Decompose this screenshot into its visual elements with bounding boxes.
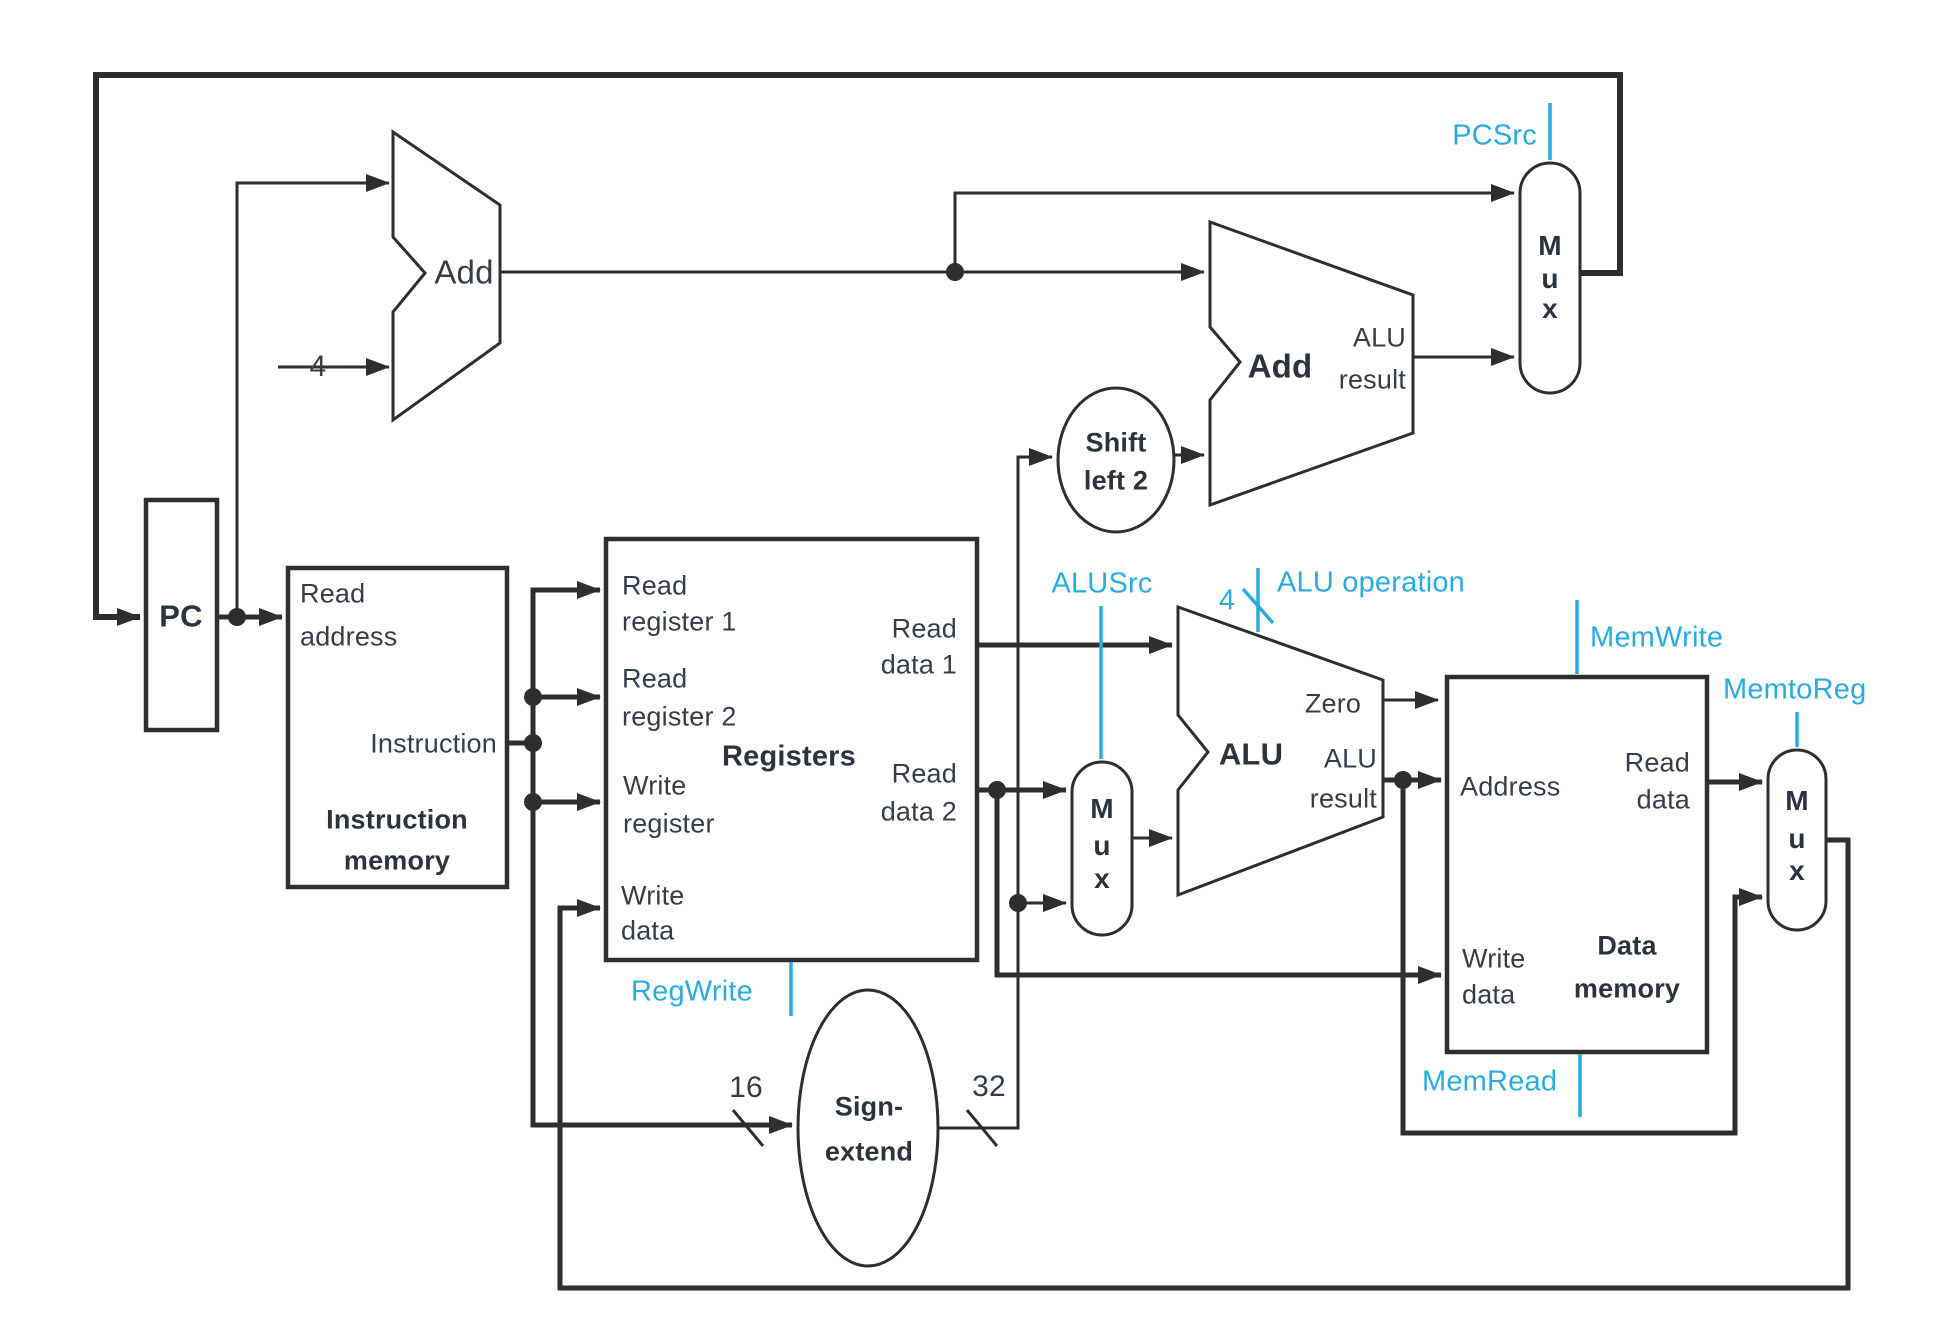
junction-pc-out: [228, 608, 246, 626]
add-branch-result-line1: ALU: [1352, 322, 1406, 353]
reg-read-register1-line1: Read: [622, 570, 688, 601]
pc-label: PC: [159, 598, 203, 634]
sign-extend-width-32: 32: [972, 1070, 1006, 1103]
shift-left-2-line2: left 2: [1083, 465, 1149, 496]
alusrc-mux-u: u: [1093, 830, 1111, 861]
pcsrc-mux-m: M: [1538, 230, 1562, 261]
alu-result-line1: ALU: [1323, 743, 1377, 774]
reg-read-data2-line2: data 2: [880, 796, 957, 827]
sign-extend-line2: extend: [824, 1136, 914, 1167]
memtoreg-mux-u: u: [1788, 823, 1806, 854]
memread-control-label: MemRead: [1422, 1065, 1558, 1098]
alusrc-control-label: ALUSrc: [1051, 567, 1153, 600]
pcsrc-mux-u: u: [1541, 263, 1559, 294]
reg-read-data2-line1: Read: [891, 758, 957, 789]
reg-read-data1-line2: data 1: [880, 649, 957, 680]
reg-write-register-line2: register: [623, 808, 715, 839]
aluop-control-label: ALU operation: [1277, 566, 1465, 599]
imem-read-address-line2: address: [300, 621, 398, 652]
imem-name-line2: memory: [343, 845, 451, 876]
dmem-name-line1: Data: [1597, 930, 1657, 961]
reg-write-data-line1: Write: [621, 880, 685, 911]
junction-readdata2: [988, 781, 1006, 799]
shift-left-2-shape: [1058, 388, 1174, 532]
alu-zero-label: Zero: [1304, 688, 1362, 719]
memtoreg-control-label: MemtoReg: [1723, 673, 1867, 706]
junction-instr-3: [524, 793, 542, 811]
imem-instruction-port: Instruction: [370, 728, 497, 759]
sign-extend-shape: [798, 990, 938, 1266]
dmem-write-data-line2: data: [1462, 979, 1516, 1010]
add-branch-label: Add: [1247, 347, 1313, 385]
slash-16-bit: [733, 1110, 763, 1146]
dmem-address-label: Address: [1460, 771, 1561, 802]
junction-pc4: [946, 263, 964, 281]
wire-instr-to-readreg1: [533, 590, 600, 743]
junction-instr-2: [524, 734, 542, 752]
reg-read-register1-line2: register 1: [622, 606, 737, 637]
sign-extend-line1: Sign-: [834, 1091, 904, 1122]
dmem-read-data-line1: Read: [1624, 747, 1690, 778]
junction-aluresult: [1394, 771, 1412, 789]
alusrc-mux-m: M: [1090, 793, 1114, 824]
reg-write-data-line2: data: [621, 915, 675, 946]
reg-read-data1-line1: Read: [891, 613, 957, 644]
junction-instr-1: [524, 688, 542, 706]
instruction-memory-box: [288, 568, 507, 887]
dmem-name-line2: memory: [1573, 973, 1681, 1004]
imem-name-line1: Instruction: [326, 804, 468, 835]
alusrc-mux-x: x: [1094, 863, 1110, 894]
pcsrc-mux-x: x: [1542, 293, 1558, 324]
shift-left-2-line1: Shift: [1085, 427, 1147, 458]
add-branch-result-line2: result: [1338, 364, 1406, 395]
memtoreg-mux-x: x: [1789, 855, 1805, 886]
sign-extend-width-16: 16: [729, 1071, 763, 1104]
wire-pc-to-add: [237, 183, 389, 617]
registers-name: Registers: [722, 740, 856, 773]
dmem-write-data-line1: Write: [1462, 943, 1526, 974]
add-pc-const4: 4: [309, 350, 327, 383]
memtoreg-mux-m: M: [1785, 785, 1809, 816]
reg-read-register2-line2: register 2: [622, 701, 737, 732]
pcsrc-control-label: PCSrc: [1452, 119, 1537, 152]
reg-write-register-line1: Write: [623, 770, 687, 801]
junction-signextend: [1009, 894, 1027, 912]
add-pc-label: Add: [434, 253, 494, 291]
alu-name: ALU: [1218, 736, 1284, 772]
dmem-read-data-line2: data: [1636, 784, 1690, 815]
alu-result-line2: result: [1309, 783, 1377, 814]
regwrite-control-label: RegWrite: [631, 975, 753, 1008]
memwrite-control-label: MemWrite: [1590, 621, 1724, 654]
aluop-width-label: 4: [1218, 584, 1236, 617]
imem-read-address-line1: Read: [300, 578, 366, 609]
reg-read-register2-line1: Read: [622, 663, 688, 694]
